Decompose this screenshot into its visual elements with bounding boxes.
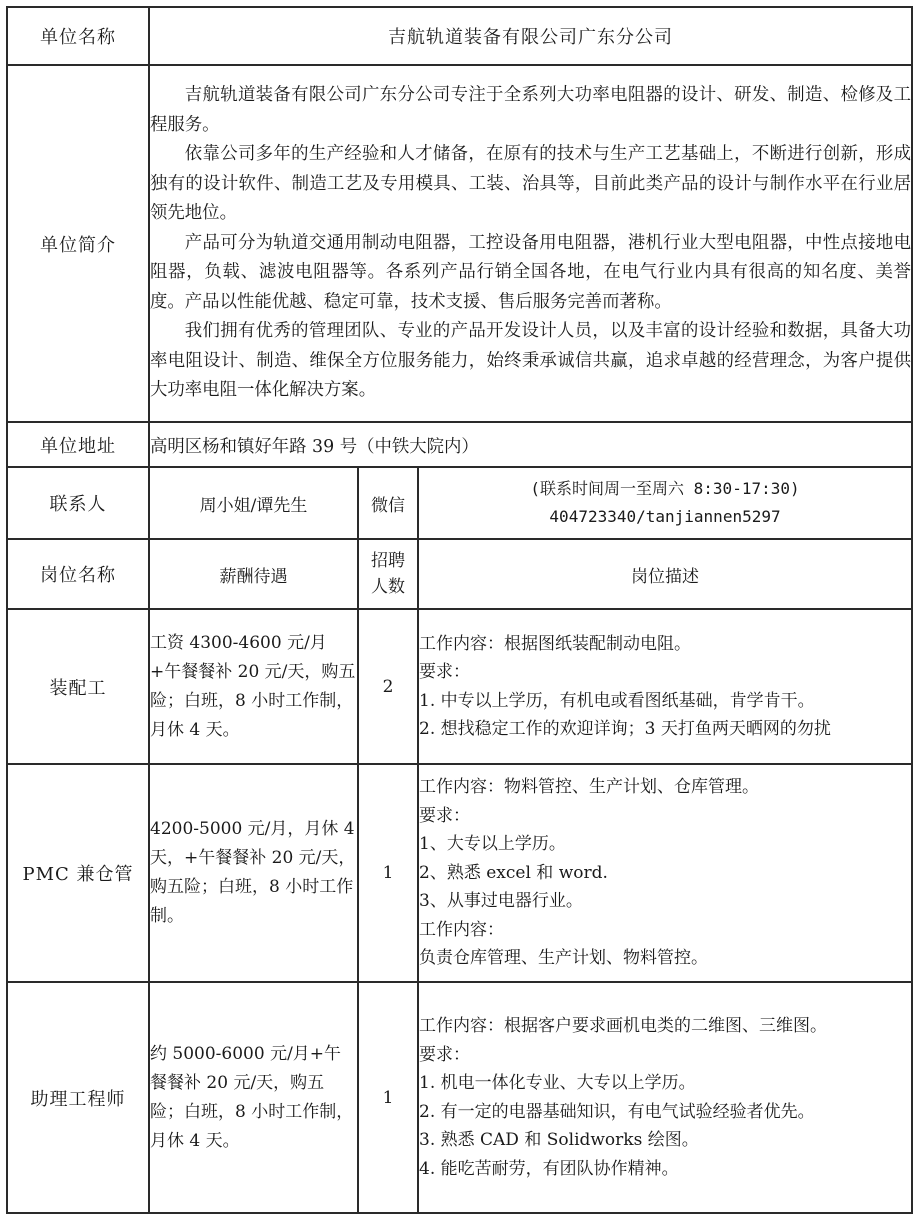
desc-line: 1. 中专以上学历，有机电或看图纸基础，肯学肯干。 (419, 690, 815, 711)
job-description (418, 982, 912, 1213)
job-description (418, 609, 912, 764)
company-address: 高明区杨和镇好年路 39 号（中铁大院内） (149, 422, 912, 467)
desc-line: 工作内容：根据客户要求画机电类的二维图、三维图。 (419, 1016, 827, 1036)
intro-paragraph: 吉航轨道装备有限公司广东分公司专注于全系列大功率电阻器的设计、研发、制造、检修及工程服务。 (150, 85, 912, 135)
company-intro-row (7, 65, 912, 422)
contact-hours: (联系时间周一至周六 8:30-17:30) (530, 479, 800, 498)
header-row (7, 539, 912, 609)
intro-paragraph: 产品可分为轨道交通用制动电阻器，工控设备用电阻器，港机行业大型电阻器，中性点接地电阻器，负载、滤波电阻器等。各系列产品行销全国各地，在电气行业内具有很高的知名度、美誉度。产品以性能优越、稳定可靠，技术支援、售后服务完善而著称。 (150, 232, 912, 312)
table-row (7, 764, 912, 982)
intro-paragraph: 依靠公司多年的生产经验和人才储备，在原有的技术与生产工艺基础上，不断进行创新，形成独有的设计软件、制造工艺及专用模具、工装、治具等，目前此类产品的设计与制作水平在行业居领先地位。 (150, 144, 912, 224)
desc-line: 工作内容： (419, 919, 504, 940)
desc-line: 4. 能吃苦耐劳，有团队协作精神。 (419, 1158, 679, 1179)
desc-line: 要求： (419, 662, 470, 682)
desc-line: 1、大专以上学历。 (419, 834, 566, 855)
desc-line: 工作内容：物料管控、生产计划、仓库管理。 (419, 777, 759, 798)
header-headcount: 招聘人数 (358, 539, 418, 609)
company-name-label: 单位名称 (7, 7, 149, 65)
job-headcount: 1 (358, 982, 418, 1213)
company-address-row (7, 422, 912, 467)
company-name: 吉航轨道装备有限公司广东分公司 (149, 7, 912, 65)
company-address-label: 单位地址 (7, 422, 149, 467)
job-headcount: 2 (358, 609, 418, 764)
job-headcount: 1 (358, 764, 418, 982)
table-row (7, 609, 912, 764)
job-title: 助理工程师 (7, 982, 149, 1213)
job-salary: 工资 4300-4600 元/月+午餐餐补 20 元/天，购五险；白班，8 小时工作制，月休 4 天。 (149, 609, 358, 764)
desc-line: 1. 机电一体化专业、大专以上学历。 (419, 1073, 696, 1093)
desc-line: 2. 想找稳定工作的欢迎详询；3 天打鱼两天晒网的勿扰 (419, 719, 831, 739)
wechat-label: 微信 (358, 467, 418, 539)
job-description (418, 764, 912, 982)
desc-line: 负责仓库管理、生产计划、物料管控。 (419, 948, 708, 969)
table-row (7, 982, 912, 1213)
company-intro (149, 65, 912, 422)
wechat-ids: 404723340/tanjiannen5297 (549, 507, 781, 526)
job-title: PMC 兼仓管 (7, 764, 149, 982)
desc-line: 要求： (419, 1044, 470, 1065)
job-title: 装配工 (7, 609, 149, 764)
header-salary: 薪酬待遇 (149, 539, 358, 609)
desc-line: 3、从事过电器行业。 (419, 891, 583, 912)
job-salary: 4200-5000 元/月，月休 4 天，+午餐餐补 20 元/天，购五险；白班，8 小时工作制。 (149, 764, 358, 982)
header-position: 岗位名称 (7, 539, 149, 609)
intro-paragraph: 我们拥有优秀的管理团队、专业的产品开发设计人员，以及丰富的设计经验和数据，具备大功率电阻设计、制造、维保全方位服务能力，始终秉承诚信共赢，追求卓越的经营理念，为客户提供大功率电阻一体化解决方案。 (150, 321, 912, 401)
company-intro-label: 单位简介 (7, 65, 149, 422)
job-salary: 约 5000-6000 元/月+午餐餐补 20 元/天，购五险；白班，8 小时工作制，月休 4 天。 (149, 982, 358, 1213)
desc-line: 3. 熟悉 CAD 和 Solidworks 绘图。 (419, 1130, 699, 1150)
desc-line: 2. 有一定的电器基础知识，有电气试验经验者优先。 (419, 1101, 815, 1122)
company-name-row (7, 7, 912, 65)
contact-label: 联系人 (7, 467, 149, 539)
desc-line: 2、熟悉 excel 和 word. (419, 862, 608, 883)
job-posting-table (6, 6, 913, 1214)
desc-line: 工作内容：根据图纸装配制动电阻。 (419, 633, 691, 654)
contact-names: 周小姐/谭先生 (149, 467, 358, 539)
header-description: 岗位描述 (418, 539, 912, 609)
desc-line: 要求： (419, 805, 470, 826)
contact-details (418, 467, 912, 539)
contact-row (7, 467, 912, 539)
